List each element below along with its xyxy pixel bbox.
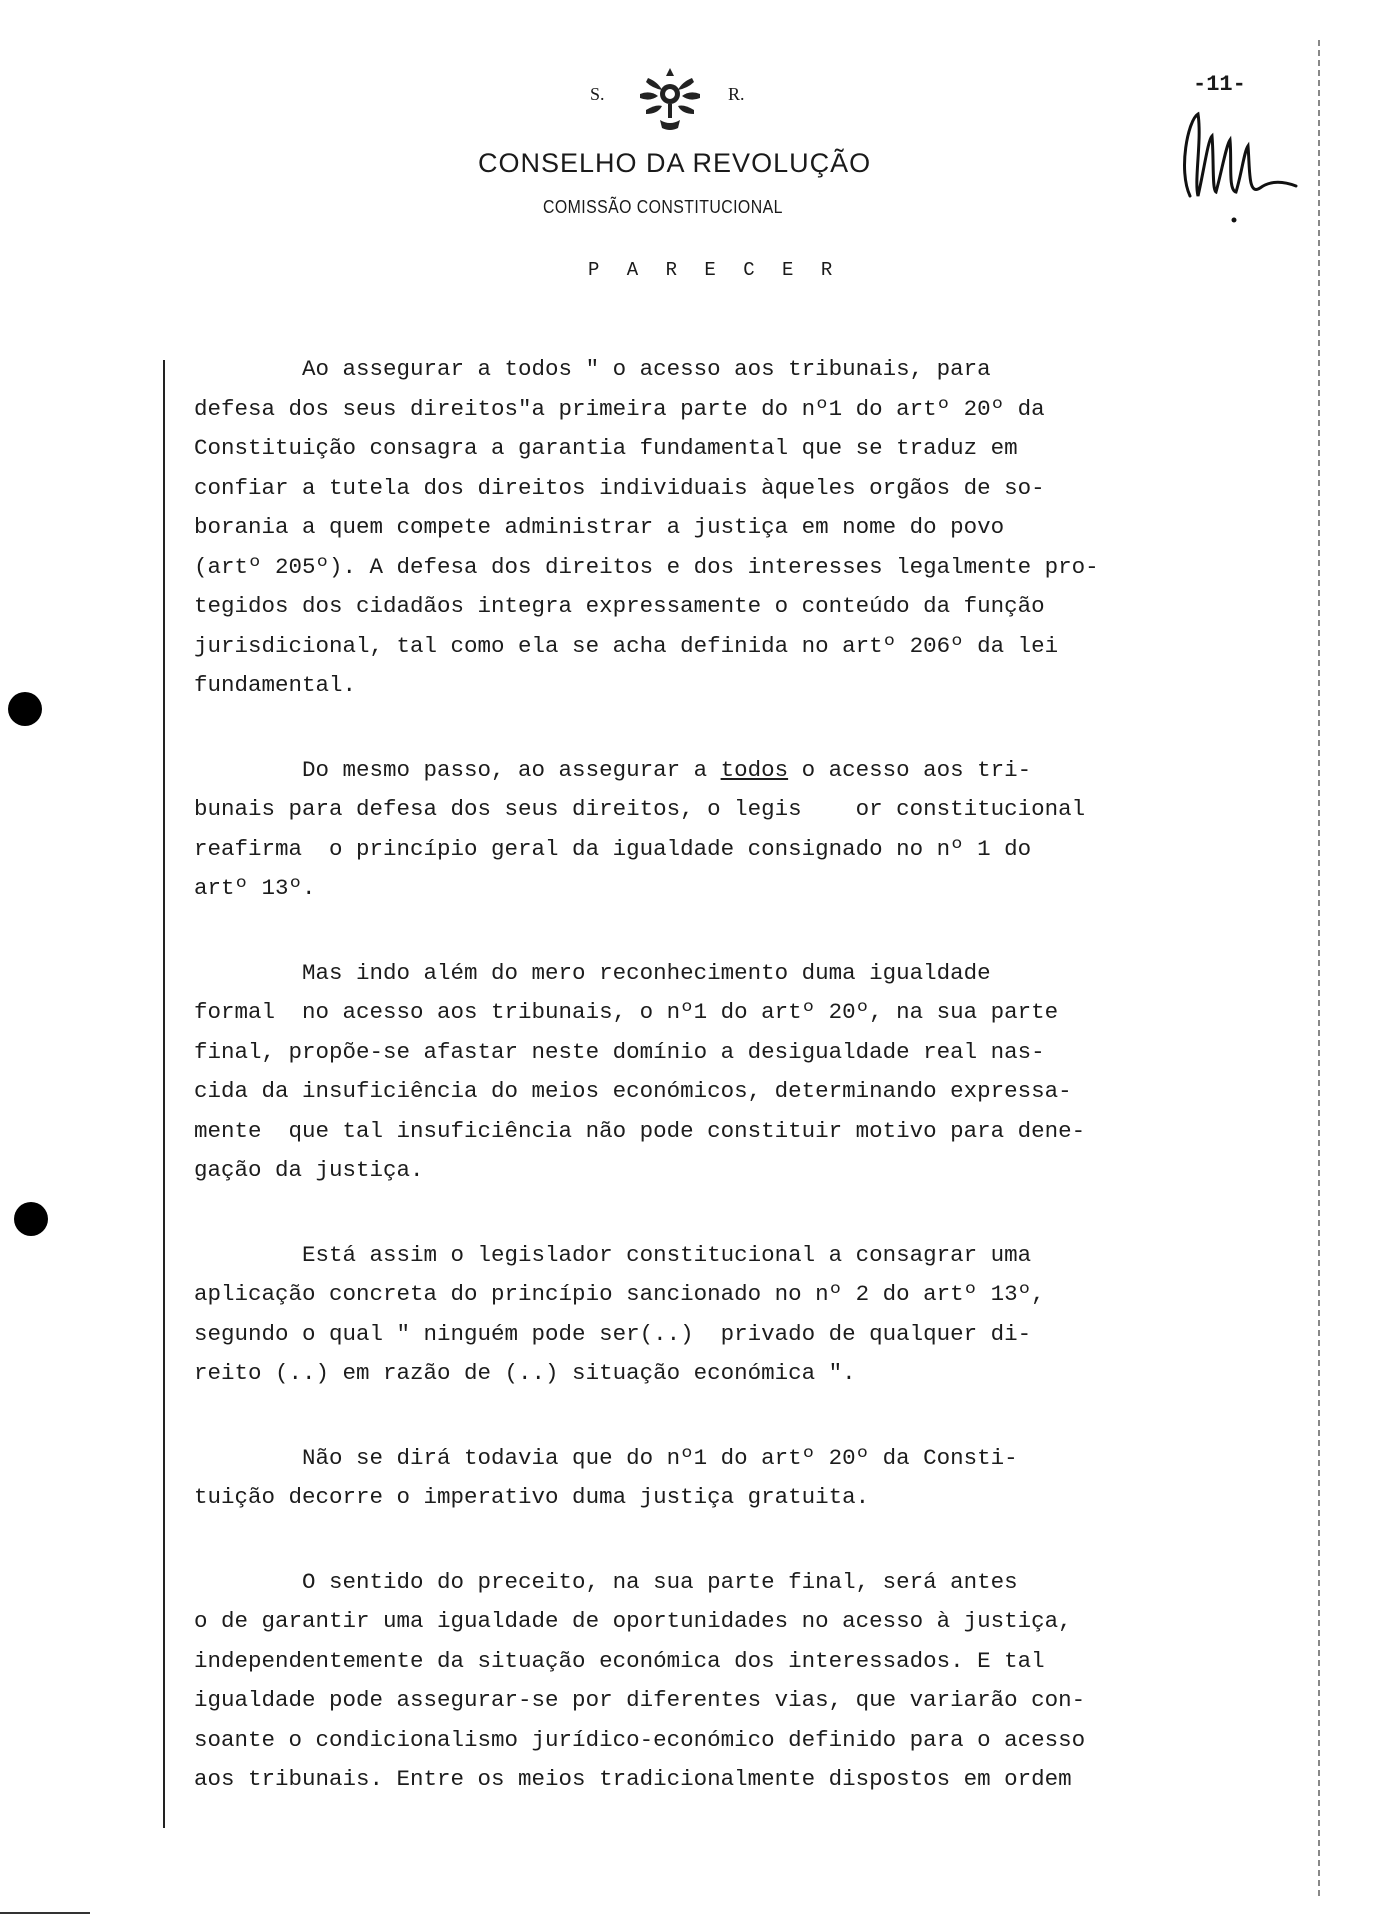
text-line: o de garantir uma igualdade de oportunidades no acesso à justiça,: [194, 1608, 1072, 1634]
text-line: mente que tal insuficiência não pode constituir motivo para dene-: [194, 1117, 1086, 1144]
paragraph-3: [194, 954, 1294, 1191]
text-line: Está assim o legislador constitucional a consagrar uma: [194, 1241, 1032, 1268]
text-line: bunais para defesa dos seus direitos, o legis or constitucional: [194, 796, 1086, 822]
text-line: [194, 751, 1294, 791]
paragraph-2: [194, 751, 1294, 909]
text-line: gação da justiça.: [194, 1157, 424, 1183]
text-line: O sentido do preceito, na sua parte final, será antes: [194, 1568, 1018, 1595]
text-line: Mas indo além do mero reconhecimento duma igualdade: [194, 959, 991, 986]
text-line: cida da insuficiência do meios económicos, determinando expressa-: [194, 1078, 1072, 1104]
margin-rule: [163, 360, 165, 1828]
text-line: Ao assegurar a todos " o acesso aos tribunais, para: [194, 356, 991, 382]
text-segment: o acesso aos tri-: [788, 756, 1032, 783]
letterhead-letter-r: R.: [728, 84, 745, 104]
text-line: independentemente da situação económica dos interessados. E tal: [194, 1647, 1045, 1674]
page-edge-shadow: [1318, 40, 1320, 1900]
text-line: Não se dirá todavia que do nº1 do artº 20º da Consti-: [194, 1444, 1018, 1471]
punch-hole: [8, 692, 42, 726]
page-number: -11-: [1193, 72, 1246, 97]
punch-hole: [14, 1202, 48, 1236]
paragraph-6: [194, 1563, 1294, 1800]
text-segment: Do mesmo passo, ao assegurar a: [194, 756, 721, 783]
text-line: borania a quem compete administrar a justiça em nome do povo: [194, 514, 1005, 540]
letterhead: [560, 64, 810, 144]
document-body: [194, 350, 1294, 1845]
paragraph-5: [194, 1439, 1294, 1518]
text-line: soante o condicionalismo jurídico-económico definido para o acesso: [194, 1726, 1086, 1753]
coat-of-arms-icon: [630, 64, 710, 136]
text-line: aos tribunais. Entre os meios tradicionalmente dispostos em ordem: [194, 1766, 1072, 1792]
text-line: confiar a tutela dos direitos individuais àqueles orgãos de so-: [194, 474, 1045, 501]
letterhead-letter-s: S.: [590, 84, 605, 104]
commission-title: COMISSÃO CONSTITUCIONAL: [543, 197, 783, 217]
text-line: defesa dos seus direitos"a primeira parte do nº1 do artº 20º da: [194, 395, 1045, 422]
paragraph-4: [194, 1236, 1294, 1394]
paragraph-1: [194, 350, 1294, 706]
text-line: artº 13º.: [194, 875, 316, 901]
text-line: segundo o qual " ninguém pode ser(..) privado de qualquer di-: [194, 1320, 1032, 1347]
underlined-word: todos: [720, 756, 789, 783]
text-line: fundamental.: [194, 672, 357, 698]
text-line: igualdade pode assegurar-se por diferentes vias, que variarão con-: [194, 1687, 1086, 1713]
council-title: CONSELHO DA REVOLUÇÃO: [478, 148, 872, 178]
text-line: reito (..) em razão de (..) situação económica ".: [194, 1360, 856, 1386]
handwritten-signature: [1168, 100, 1308, 230]
bottom-edge-mark: [0, 1912, 90, 1914]
text-line: tuição decorre o imperativo duma justiça gratuita.: [194, 1484, 870, 1510]
text-line: reafirma o princípio geral da igualdade consignado no nº 1 do: [194, 835, 1032, 862]
text-line: aplicação concreta do princípio sancionado no nº 2 do artº 13º,: [194, 1281, 1045, 1307]
text-line: jurisdicional, tal como ela se acha definida no artº 206º da lei: [194, 632, 1059, 659]
document-type-heading: P A R E C E R: [588, 259, 841, 281]
text-line: final, propõe-se afastar neste domínio a desigualdade real nas-: [194, 1038, 1045, 1065]
text-line: Constituição consagra a garantia fundamental que se traduz em: [194, 435, 1018, 461]
text-line: (artº 205º). A defesa dos direitos e dos interesses legalmente pro-: [194, 553, 1099, 580]
text-line: formal no acesso aos tribunais, o nº1 do artº 20º, na sua parte: [194, 999, 1059, 1025]
text-line: tegidos dos cidadãos integra expressamente o conteúdo da função: [194, 593, 1045, 619]
